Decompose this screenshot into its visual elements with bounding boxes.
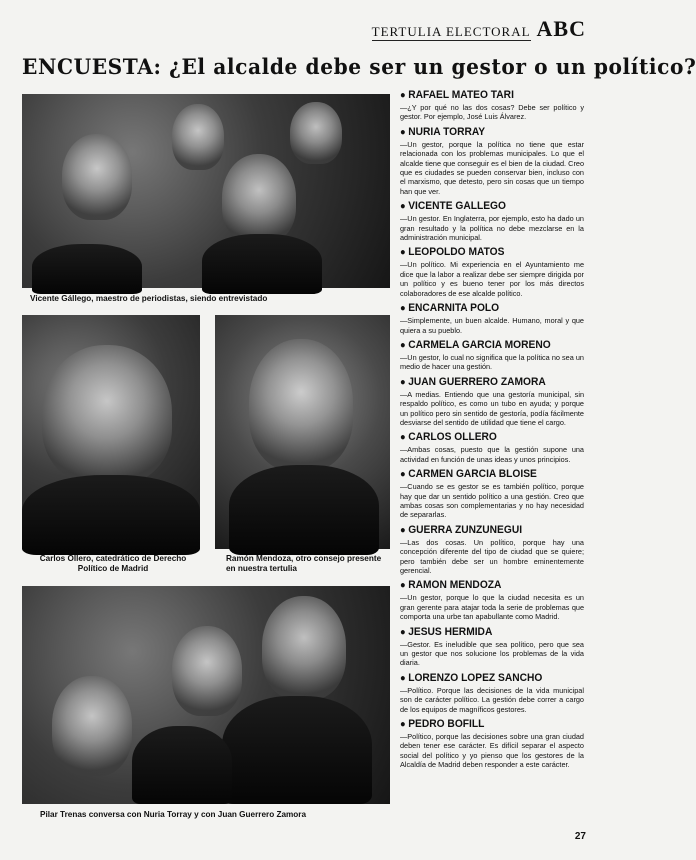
entry-name: ● LEOPOLDO MATOS [400,245,571,260]
photo-ramon-mendoza [215,315,390,549]
entry-name: ● JUAN GUERRERO ZAMORA [400,375,571,390]
entry-encarnita-polo [400,301,584,335]
entry-pedro-bofill [400,717,584,770]
entry-name: ● RAFAEL MATEO TARI [400,88,571,103]
photo-vicente-gallego-interview [22,94,390,288]
entry-lorenzo-lopez-sancho [400,671,584,714]
entry-name: ● PEDRO BOFILL [400,717,571,732]
headline: ENCUESTA: ¿El alcalde debe ser un gestor o un político? [22,54,696,79]
entry-name: ● GUERRA ZUNZUNEGUI [400,523,571,538]
entry-jesus-hermida [400,625,584,668]
entry-name: ● NURIA TORRAY [400,125,571,140]
entry-text: —Gestor. Es ineludible que sea político, pero que sea un gestor que nos solucione los problemas de la vida diaria. [400,639,584,668]
survey-entries [400,88,584,773]
entry-text: —Las dos cosas. Un político, porque hay una concepción diferente del tipo de ciudad que se quiere; pero también debe ser un hombre eminentemente gerencial. [400,537,584,575]
entry-text: —Un gestor, lo cual no significa que la política no sea un medio de hacer una gestión. [400,352,584,372]
entry-rafael-mateo-tari [400,88,584,122]
entry-text: —Cuando se es gestor se es también político, porque hay que dar un sentido político a una gestión. Creo que ambas cosas son complementarias y no hay necesidad de separarlas. [400,482,584,520]
entry-text: —Político, porque las decisiones sobre una gran ciudad deben tener ese carácter. Es difícil separar el aspecto social del político y yo pienso que los gestores de la Alcaldía de Madrid deben responder a este carácter. [400,732,584,770]
entry-name: ● JESUS HERMIDA [400,625,571,640]
entry-text: —Un político. Mi experiencia en el Ayuntamiento me dice que la labor a realizar debe ser siempre dirigida por un político y es bueno tener por los más directos colaboradores de ese alcalde político. [400,260,584,298]
entry-vicente-gallego [400,199,584,242]
entry-text: —Un gestor, porque lo que la ciudad necesita es un gran gerente para atajar toda la serie de problemas que comporta una urbe tan apabullante como Madrid. [400,593,584,622]
entry-ramon-mendoza [400,578,584,621]
entry-carmen-garcia-bloise [400,467,584,520]
entry-juan-guerrero-zamora [400,375,584,428]
entry-name: ● CARMEN GARCIA BLOISE [400,467,571,482]
entry-name: ● LORENZO LOPEZ SANCHO [400,671,571,686]
photo-carlos-ollero [22,315,200,549]
entry-leopoldo-matos [400,245,584,298]
page-number: 27 [574,831,586,842]
entry-name: ● CARMELA GARCIA MORENO [400,338,571,353]
entry-text: —Simplemente, un buen alcalde. Humano, moral y que quiera a su pueblo. [400,316,584,335]
entry-name: ● ENCARNITA POLO [400,301,571,316]
entry-text: —Ambas cosas, puesto que la gestión supone una actividad en función de unas ideas y unos principios. [400,445,584,464]
entry-guerra-zunzunegui [400,523,584,576]
photo-pilar-trenas-conversation [22,586,390,804]
caption-photo-1: Vicente Gállego, maestro de periodistas, siendo entrevistado [30,294,268,303]
page-header [372,16,586,42]
brand-logo: ABC [536,16,586,41]
entry-name: ● VICENTE GALLEGO [400,199,571,214]
caption-photo-2: Carlos Ollero, catedrático de Derecho Político de Madrid [39,554,187,573]
entry-text: —¿Y por qué no las dos cosas? Debe ser político y gestor. Por ejemplo, José Luis Álvarez. [400,103,584,122]
entry-nuria-torray [400,125,584,196]
entry-text: —Político. Porque las decisiones de la vida municipal son de carácter político. La gestión debe correr a cargo de los equipos de magníficos gestores. [400,685,584,714]
entry-text: —Un gestor, porque la política no tiene que estar relacionada con los problemas municipales. Lo que el alcalde tiene que conseguir es el bien de la ciudad. Creo que es ciudades se pueden conservar bien, incluso con el marxismo, que detesto, pero sin cosas que un tiempo han que ver. [400,139,584,196]
entry-carmela-garcia-moreno [400,338,584,372]
section-label: TERTULIA ELECTORAL [371,24,531,39]
entry-name: ● CARLOS OLLERO [400,430,571,445]
entry-text: —A medias. Entiendo que una gestoría municipal, sin respaldo político, es como un tubo en ayuda; y porque un político pero sin sentido de gestoría, podía fácilmente desviarse del sentido de utilidad que tiene el cargo. [400,389,584,427]
caption-photo-4: Pilar Trenas conversa con Nuria Torray y con Juan Guerrero Zamora [40,810,307,819]
entry-name: ● RAMON MENDOZA [400,578,571,593]
entry-carlos-ollero [400,430,584,464]
entry-text: —Un gestor. En Inglaterra, por ejemplo, esto ha dado un gran resultado y la política no debe mezclarse en la administración municipal. [400,214,584,243]
caption-photo-3: Ramón Mendoza, otro consejo presente en nuestra tertulia [226,554,382,573]
